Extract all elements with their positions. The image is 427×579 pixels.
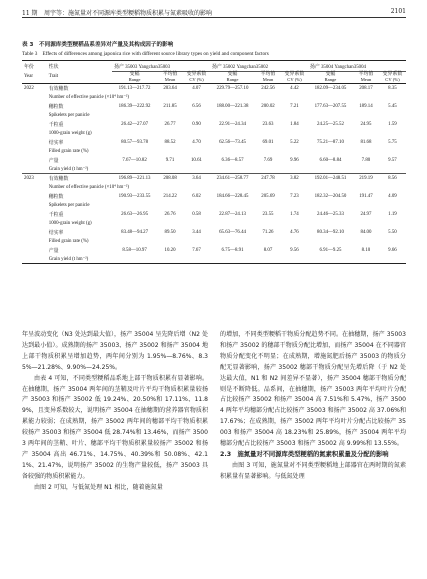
value-cell: 4.42 [281,83,308,93]
table-row-label [22,129,406,138]
table-row [22,119,406,129]
value-cell: 6.36—8.57 [221,157,244,163]
value-cell: 24.97 [360,211,372,217]
trait-label-en: Number of effective panicle (×10⁴ hm⁻²) [48,95,130,101]
spacer-cell [22,201,47,210]
year-cell [22,245,47,255]
value-cell: 8.56 [379,173,406,183]
trait-label-cn: 产量 [48,248,59,254]
value-cell: 4.76 [290,229,299,235]
value-cell: 7.21 [290,103,299,109]
spacer-cell [22,129,47,138]
spacer-cell [22,147,47,156]
value-cell: 3.82 [281,173,308,183]
trait-label-cn: 穗粒数 [48,104,64,110]
paragraph: 由表 4 可知，不同类型粳稻品系地上部干物质积累有显著影响。在抽穗期，扬产 35004 两年间的茎鞘及叶片平均干物质积累量较扬产 35003 和扬产 35002 低 19.24%、20.50%和 17.11%、11.89%，且变异系数较大，说明扬产 35004 在抽穗期的营养器官物质积累能力较弱；在成熟期，扬产 35002 两年间的穗部平均干物质积累较扬产 35003 和扬产 35004 低 28.74%和 13.46%，而扬产 35003 两年间的茎鞘、叶片、穗部平均干物质积累量较扬产 35002 和扬产 35004 高出 46.71%、14.75%、40.39%和 50.08%、42.11%、21.47%，说明扬产 35002 的生物产量较低，扬产 35003 具备较强的物质积累能力。 [22,374,208,480]
spacer-cell [22,255,47,264]
value-cell: 10.61 [190,157,202,163]
value-cell: 229.79—257.10 [210,83,255,93]
value-cell: 219.19 [353,173,379,183]
value-cell: 6.56 [192,103,201,109]
table-body [22,83,406,263]
trait-label-en: Grain yield (t hm⁻²) [47,255,406,264]
value-cell: 211.85 [163,103,177,109]
spacer-cell [22,237,47,246]
trait-label-en: Spikelets per panicle [48,202,90,208]
value-cell: 5.75 [388,139,397,145]
value-cell: 5.50 [388,229,397,235]
spacer-cell [22,165,47,174]
year-cell [22,137,47,147]
cv-header: 变异系数 CV (%) [183,72,210,84]
article-running-title: 周宇等：施氮量对不同源库类型粳稻物质积累与氮素吸收的影响 [44,10,213,17]
section-heading: 2.3 施氮量对不同源库类型粳稻的氮素积累量及分配的影响 [220,450,389,458]
table-row [22,245,406,255]
trait-label-en: 1000-grain weight (g) [48,220,92,226]
value-cell: 1.84 [290,121,299,127]
year-header-cn: 年份 [22,61,47,72]
table-row-label [22,165,406,174]
table-row [22,83,406,93]
table-row [22,209,406,219]
spacer-cell [22,93,47,102]
right-column [220,330,406,483]
value-cell: 1.74 [290,211,299,217]
trait-header-en: Trait [47,72,112,84]
value-cell: 4.70 [192,139,201,145]
journal-page [22,6,406,573]
value-cell: 75.21—87.10 [317,139,344,145]
value-cell: 186.39—222.92 [118,103,151,109]
year-cell [22,209,47,219]
value-cell: 8.35 [379,83,406,93]
year-cell [22,155,47,165]
value-cell: 214.22 [163,193,177,199]
table-row [22,227,406,237]
value-cell: 6.75—8.91 [221,247,244,253]
trait-label-cn: 千粒重 [48,212,64,218]
table-caption-en: Table 3 Effects of differences among japonica rice with different source library types on yield and component factors [22,51,269,57]
year-cell [22,227,47,237]
table-row-label [22,93,406,102]
left-column [22,330,208,494]
paragraph: 由图 3 可知，施氮量对不同类型粳稻地上部器官在两时期的氮素积累量有显著影响。与低氮处理 [220,461,406,480]
table-row [22,191,406,201]
paragraph: 由图 2 可知，与低氮处理 N1 相比，随着施氮量 [34,483,163,491]
value-cell: 200.02 [261,103,275,109]
paragraph: 的增加，不同类型粳稻干物质分配趋势不同。在抽穗期，扬产 35003 和扬产 35002 的穗部干物质分配比增加，而扬产 35004 在不同器官物质分配变化不明显；在成熟期，增施氮肥后扬产 35003 的物质分配无显著影响，扬产 35002 穗部干物质分配呈先增后降（于 N2 处达最大值，N1 和 N2 间差异不显著），扬产 35004 穗部干物质分配则是不断降低。品系间，在抽穗期，扬产 35003 两年平均叶片分配占比较扬产 35002 和扬产 35004 高 7.51%和 5.47%，扬产 35004 两年平均穗部分配占比较扬产 35003 和扬产 35002 高 37.06%和 17.67%；在成熟期，扬产 35002 两年平均叶片分配占比较扬产 35003 和扬产 35004 高 18.23%和 25.89%，扬产 35004 两年平均穗部分配占比较扬产 35003 和扬产 35002 高 9.99%和 13.55%。 [220,331,406,448]
year-cell [22,119,47,129]
table-row [22,173,406,183]
value-cell: 182.09—234.05 [308,83,353,93]
table-row-label [22,147,406,156]
value-cell: 190.93—233.55 [118,193,151,199]
value-cell: 6.02 [192,193,201,199]
mean-header: 平均值 Mean [157,72,183,84]
value-cell: 83.48—94.27 [121,229,149,235]
value-cell: 189.14 [359,103,373,109]
value-cell: 242.56 [255,83,281,93]
table-row [22,155,406,165]
year-cell [22,101,47,111]
value-cell: 7.67 [192,247,201,253]
trait-label-cn: 有效穗数 [47,83,112,93]
value-cell: 1.59 [388,121,397,127]
value-cell: 24.95 [360,121,372,127]
spacer-cell [22,183,47,192]
paragraph: 年呈波动变化（N3 处达到最大值），扬产 35004 呈先降后增（N2 处达到最小值）。成熟期的扬产 35003、扬产 35002 和扬产 35004 地上部干物质积累呈增加趋势，两年间分别为 1.95%—8.76%、8.35%—21.28%、9.90%—24.25%。 [22,331,208,371]
value-cell: 196.89—221.13 [112,173,157,183]
value-cell: 23.55 [262,211,274,217]
value-cell: 89.50 [164,229,176,235]
trait-label-en: 1000-grain weight (g) [48,130,92,136]
trait-header-cn: 性状 [47,61,112,72]
trait-label-en: Number of effective panicle (×10⁴ hm⁻²) [48,185,130,191]
value-cell: 71.26 [262,229,274,235]
value-cell: 84.00 [360,229,372,235]
value-cell: 4.07 [183,83,210,93]
value-cell: 203.64 [157,83,183,93]
trait-label-en: Filled grain rate (%) [48,148,89,154]
value-cell: 22.91—24.34 [219,121,246,127]
value-cell: 22.87—24.13 [219,211,246,217]
value-cell: 3.44 [192,229,201,235]
value-cell: 26.76 [164,211,176,217]
value-cell: 24.25—25.52 [317,121,344,127]
trait-label-cn: 有效穗数 [47,173,112,183]
value-cell: 7.67—10.82 [122,157,147,163]
trait-label-en: Filled grain rate (%) [48,238,89,244]
value-cell: 81.68 [360,139,372,145]
value-cell: 1.19 [388,211,397,217]
trait-label-en: Spikelets per panicle [48,112,90,118]
value-cell: 10.20 [164,247,176,253]
value-cell: 182.32—204.50 [314,193,347,199]
value-cell: 5.45 [388,103,397,109]
value-cell: 3.64 [183,173,210,183]
value-cell: 9.71 [165,157,175,163]
value-cell: 6.91—9.25 [319,247,342,253]
value-cell: 8.58—10.97 [122,247,147,253]
value-cell: 80.57—93.78 [121,139,149,145]
table-row [22,137,406,147]
spacer-cell [22,219,47,228]
range-header: 变幅 Range [112,72,157,84]
value-cell: 80.34—92.10 [317,229,344,235]
table-row-label [22,111,406,120]
value-cell: 191.13—217.72 [112,83,157,93]
value-cell: 26.63—26.95 [121,211,149,217]
running-head [22,6,406,18]
value-cell: 0.90 [192,121,201,127]
value-cell: 23.63 [262,121,274,127]
value-cell: 208.17 [353,83,379,93]
year-cell [22,191,47,201]
group-header-yangchan35003: 扬产 35003 Yangchan35003 [112,61,210,72]
mean-header: 平均值 Mean [255,72,281,84]
value-cell: 4.09 [388,193,397,199]
spacer-cell [22,111,47,120]
group-header-yangchan35002: 扬产 35002 Yangchan35002 [210,61,308,72]
trait-label-cn: 穗粒数 [48,194,64,200]
table-row-label [22,201,406,210]
value-cell: 247.78 [255,173,281,183]
value-cell: 5.22 [290,139,299,145]
value-cell: 205.69 [261,193,275,199]
value-cell: 8.07 [263,247,273,253]
value-cell: 65.63—76.44 [219,229,246,235]
table-row-label [22,255,406,264]
table-row-label [22,219,406,228]
value-cell: 177.63—207.55 [314,103,347,109]
trait-label-en: Grain yield (t hm⁻²) [48,166,89,172]
value-cell: 9.96 [290,157,299,163]
year-header-en: Year [22,72,47,84]
value-cell: 7.80 [361,157,371,163]
group-header-yangchan35004: 扬产 35004 Yangchan35004 [308,61,406,72]
value-cell: 26.42—27.07 [121,121,149,127]
value-cell: 192.01—248.51 [308,173,353,183]
trait-label-cn: 产量 [48,158,59,164]
cv-header: 变异系数 CV (%) [281,72,308,84]
value-cell: 9.56 [290,247,299,253]
value-cell: 191.47 [359,193,373,199]
value-cell: 188.00—221.38 [216,103,249,109]
trait-label-cn: 结实率 [48,230,64,236]
value-cell: 88.52 [164,139,176,145]
value-cell: 234.61—258.77 [210,173,255,183]
table-header-row-stats [22,72,406,84]
value-cell: 26.77 [164,121,176,127]
value-cell: 7.23 [290,193,299,199]
yield-table [22,60,406,264]
year-cell: 2023 [22,173,47,183]
table-caption-cn: 表 3 不同源库类型粳稻品系差异对产量及其构成因子的影响 [22,42,174,48]
year-cell: 2022 [22,83,47,93]
value-cell: 208.08 [157,173,183,183]
value-cell: 7.69 [263,157,273,163]
trait-label-cn: 千粒重 [48,122,64,128]
table-header-row-groups [22,61,406,72]
cv-header: 变异系数 CV (%) [379,72,406,84]
value-cell: 0.58 [192,211,201,217]
range-header: 变幅 Range [308,72,353,84]
page-number: 2101 [390,8,406,15]
value-cell: 24.46—25.33 [317,211,344,217]
value-cell: 6.60—8.84 [319,157,342,163]
mean-header: 平均值 Mean [353,72,379,84]
range-header: 变幅 Range [210,72,255,84]
value-cell: 69.01 [262,139,274,145]
value-cell: 8.10 [361,247,371,253]
issue-number: 11 期 [22,10,38,17]
value-cell: 9.66 [388,247,397,253]
value-cell: 9.57 [388,157,397,163]
value-cell: 62.56—73.45 [219,139,246,145]
trait-label-cn: 结实率 [48,140,64,146]
table-row-label [22,237,406,246]
value-cell: 184.66—228.45 [216,193,249,199]
table-row [22,101,406,111]
table-row-label [22,183,406,192]
